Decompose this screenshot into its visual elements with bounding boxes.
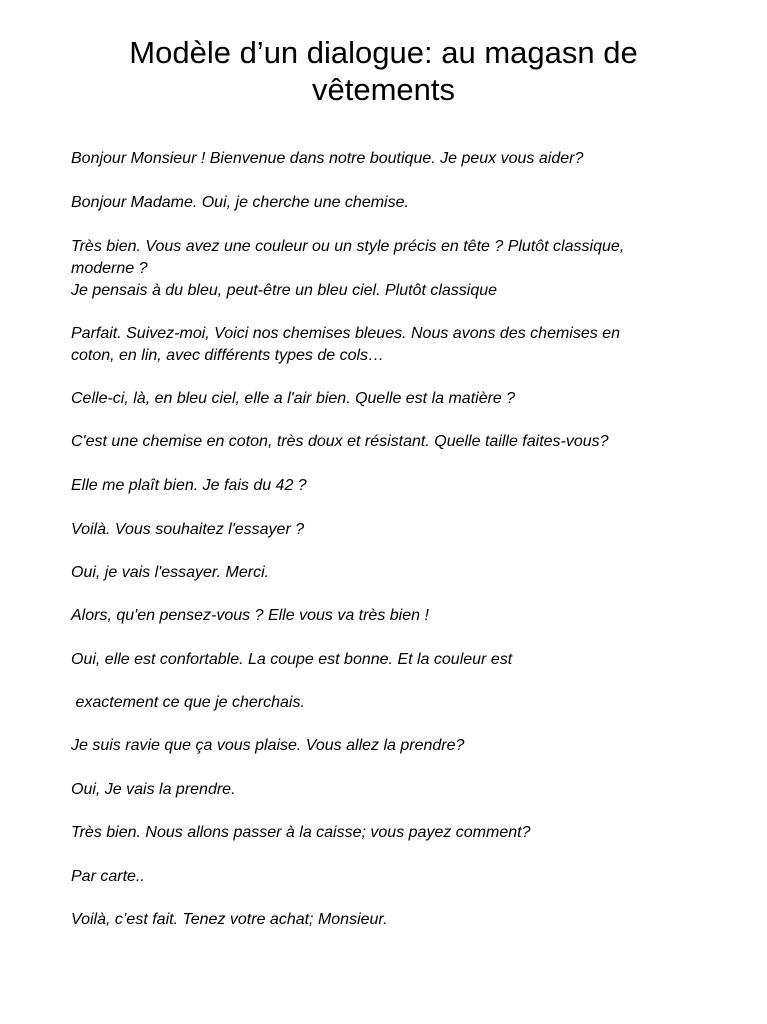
dialogue-line: Celle-ci, là, en bleu ciel, elle a l'air bien. Quelle est la matière ? [71, 390, 516, 407]
dialogue-line: Oui, elle est confortable. La coupe est bonne. Et la couleur est [71, 651, 513, 668]
dialogue-line: coton, en lin, avec différents types de cols… [71, 347, 385, 364]
dialogue-line: Bonjour Monsieur ! Bienvenue dans notre boutique. Je peux vous aider? [71, 150, 584, 167]
title-line-2: vêtements [311, 72, 455, 107]
dialogue-line: Parfait. Suivez-moi, Voici nos chemises bleues. Nous avons des chemises en [71, 325, 620, 342]
dialogue-line: Elle me plaît bien. Je fais du 42 ? [71, 477, 307, 494]
dialogue-line: Très bien. Vous avez une couleur ou un style précis en tête ? Plutôt classique, [71, 238, 625, 255]
dialogue-line: Très bien. Nous allons passer à la caisse; vous payez comment? [71, 824, 531, 841]
dialogue-line: exactement ce que je cherchais. [71, 694, 305, 711]
dialogue-line: Voilà. Vous souhaitez l'essayer ? [71, 521, 305, 538]
dialogue-line: Voilà, c’est fait. Tenez votre achat; Monsieur. [71, 911, 388, 928]
dialogue-line: Alors, qu'en pensez-vous ? Elle vous va très bien ! [71, 607, 429, 624]
dialogue-line: Je suis ravie que ça vous plaise. Vous allez la prendre? [71, 737, 465, 754]
dialogue-line: Oui, Je vais la prendre. [71, 781, 236, 798]
dialogue-line: Oui, je vais l'essayer. Merci. [71, 564, 270, 581]
page-title [60, 34, 707, 108]
title-line-1: Modèle d’un dialogue: au magasn de [129, 35, 638, 70]
dialogue-line: C'est une chemise en coton, très doux et résistant. Quelle taille faites-vous? [71, 433, 609, 450]
dialogue-line: Je pensais à du bleu, peut-être un bleu ciel. Plutôt classique [71, 282, 498, 299]
dialogue-line: Bonjour Madame. Oui, je cherche une chemise. [71, 194, 409, 211]
dialogue-line: moderne ? [71, 260, 148, 277]
dialogue-line: Par carte.. [71, 868, 145, 885]
